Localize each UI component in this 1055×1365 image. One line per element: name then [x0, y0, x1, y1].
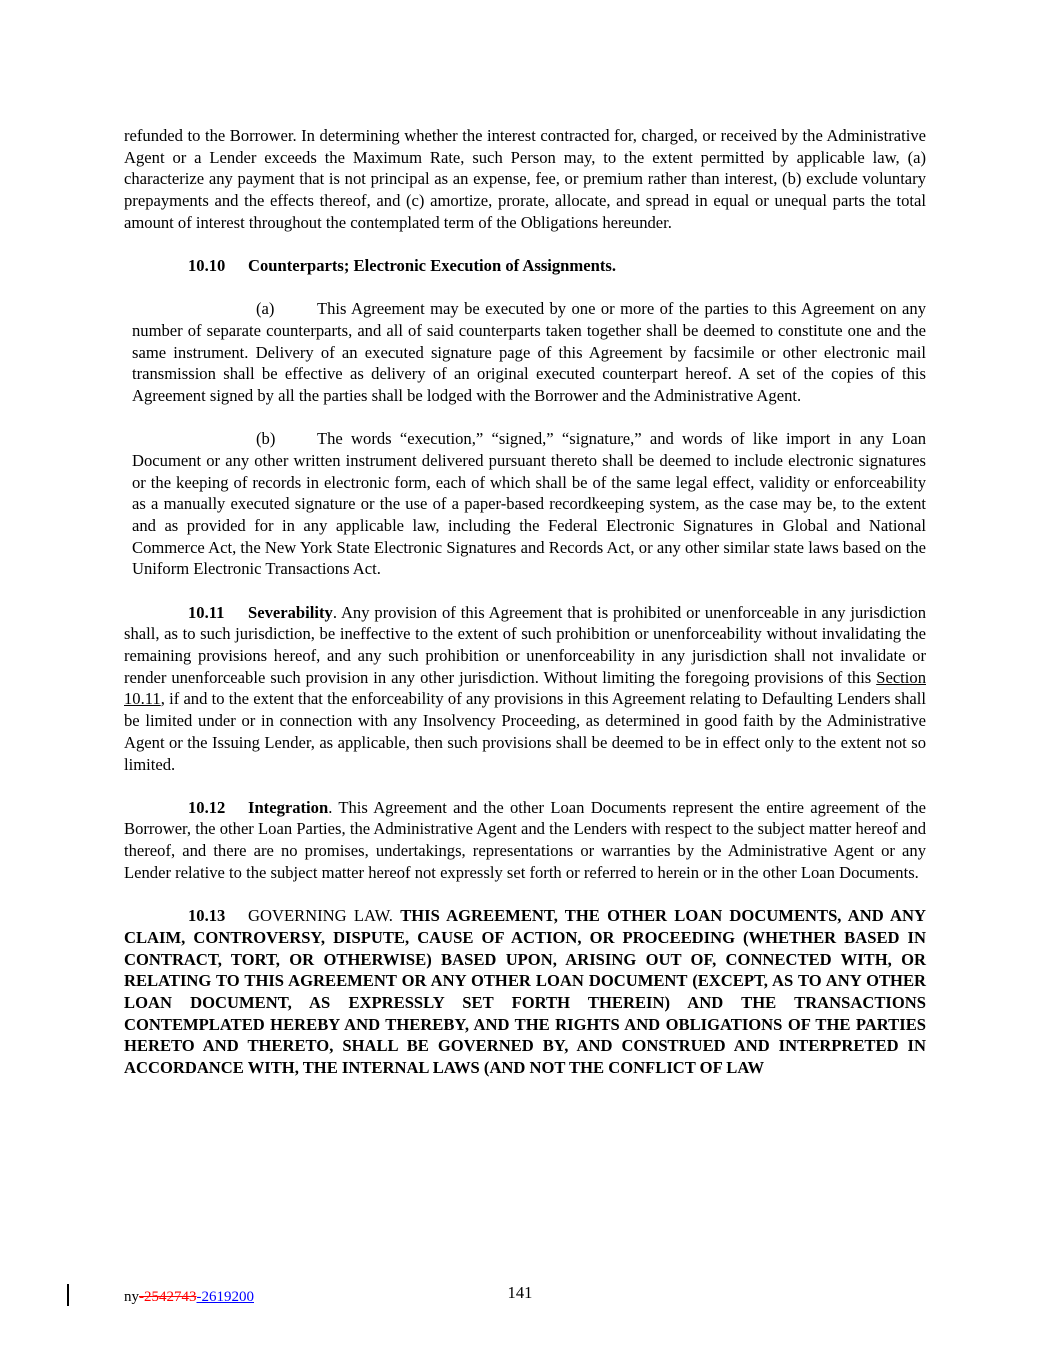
section-10-10-a-label: (a) — [256, 299, 275, 319]
section-10-13-number: 10.13 — [188, 906, 226, 926]
intro-paragraph: refunded to the Borrower. In determining whether the interest contracted for, charged, or received by the Administrative Agent or a Lender exceeds the Maximum Rate, such Person may, to the extent permitted by applicable law, (a) characterize any payment that is not principal as an expense, fee, or premium rather than interest, (b) exclude voluntary prepayments and the effects thereof, and (c) amortize, prorate, allocate, and spread in equal or unequal parts the total amount of interest throughout the contemplated term of the Obligations hereunder. — [124, 126, 926, 232]
section-10-11-title: Severability — [248, 602, 333, 622]
page-number: 141 — [507, 1283, 533, 1302]
section-10-11-text-2: , if and to the extent that the enforceability of any provisions in this Agreement relating to Defaulting Lenders shall be limited under or in connection with any Insolvency Proceeding, as determined in good faith by the Administrative Agent or the Issuing Lender, as applicable, then such provisions shall be deemed to be in effect only to the extent not so limited. — [124, 689, 926, 774]
section-10-11-number: 10.11 — [188, 602, 225, 622]
section-10-13-text: THIS AGREEMENT, THE OTHER LOAN DOCUMENTS, AND ANY CLAIM, CONTROVERSY, DISPUTE, CAUSE OF ACTION, OR PROCEEDING (WHETHER BASED IN CONTRACT, TORT, OR OTHERWISE) BASED UPON, ARISING OUT OF, CONNECTED WITH, OR RELATING TO THIS AGREEMENT OR ANY OTHER LOAN DOCUMENT (EXCEPT, AS TO ANY OTHER LOAN DOCUMENT, AS EXPRESSLY SET FORTH THEREIN) AND THE TRANSACTIONS CONTEMPLATED HEREBY AND THEREBY, AND THE RIGHTS AND OBLIGATIONS OF THE PARTIES HERETO AND THERETO, SHALL BE GOVERNED BY, AND CONSTRUED AND INTERPRETED IN ACCORDANCE WITH, THE INTERNAL LAWS (AND NOT THE CONFLICT OF LAW — [124, 906, 926, 1078]
section-10-10-title: Counterparts; Electronic Execution of Assignments. — [248, 256, 616, 276]
section-10-12-number: 10.12 — [188, 797, 226, 817]
section-10-10-b-text: The words “execution,” “signed,” “signature,” and words of like import in any Loan Document or any other written instrument delivered pursuant thereto shall be deemed to include electronic signatures or the keeping of records in electronic form, each of which shall be of the same legal effect, validity or enforceability as a manually executed signature or the use of a paper-based recordkeeping system, as the case may be, to the extent and as provided for in any applicable law, including the Federal Electronic Signatures in Global and National Commerce Act, the New York State Electronic Signatures and Records Act, or any other similar state laws based on the Uniform Electronic Transactions Act. — [132, 429, 926, 579]
section-10-12-text: . This Agreement and the other Loan Documents represent the entire agreement of the Borrower, the other Loan Parties, the Administrative Agent and the Lenders with respect to the subject matter hereof and thereof, and there are no promises, undertakings, representations or warranties by the Administrative Agent or any Lender relative to the subject matter hereof not expressly set forth or referred to herein or in the other Loan Documents. — [124, 797, 926, 882]
section-10-10-number: 10.10 — [188, 256, 226, 276]
section-10-10-a — [132, 298, 926, 407]
section-10-10-a-text: This Agreement may be executed by one or more of the parties to this Agreement on any number of separate counterparts, and all of said counterparts taken together shall be deemed to constitute one and the same instrument. Delivery of an executed signature page of this Agreement by facsimile or other electronic mail transmission shall be effective as delivery of an original executed counterpart hereof. A set of the copies of this Agreement signed by all the parties shall be lodged with the Borrower and the Administrative Agent. — [132, 299, 926, 406]
section-10-13 — [124, 905, 926, 1079]
section-10-13-separator: . — [388, 906, 401, 926]
document-id-prefix: ny — [124, 1289, 139, 1305]
section-10-11-cross-reference[interactable]: Section 10.11 — [124, 667, 926, 709]
section-10-11 — [124, 602, 926, 776]
section-10-10-b-label: (b) — [256, 429, 276, 449]
document-id — [124, 1288, 254, 1306]
section-10-12 — [124, 797, 926, 884]
document-id-deleted: -2542743 — [139, 1289, 197, 1305]
document-id-inserted: -2619200 — [196, 1289, 254, 1305]
page-content — [124, 125, 926, 1079]
section-10-13-title: GOVERNING LAW — [248, 906, 389, 926]
section-10-11-text-1: . Any provision of this Agreement that is prohibited or unenforceable in any jurisdiction shall, as to such jurisdiction, be ineffective to the extent of such prohibition or unenforceability without invalidating the remaining provisions hereof, and any such prohibition or unenforceability in any jurisdiction shall not invalidate or render unenforceable such provision in any other jurisdiction. Without limiting the foregoing provisions of this — [124, 602, 926, 687]
section-10-10-heading — [124, 255, 926, 277]
section-10-10-b — [132, 428, 926, 580]
change-bar — [67, 1284, 69, 1306]
section-10-12-title: Integration — [248, 797, 329, 817]
